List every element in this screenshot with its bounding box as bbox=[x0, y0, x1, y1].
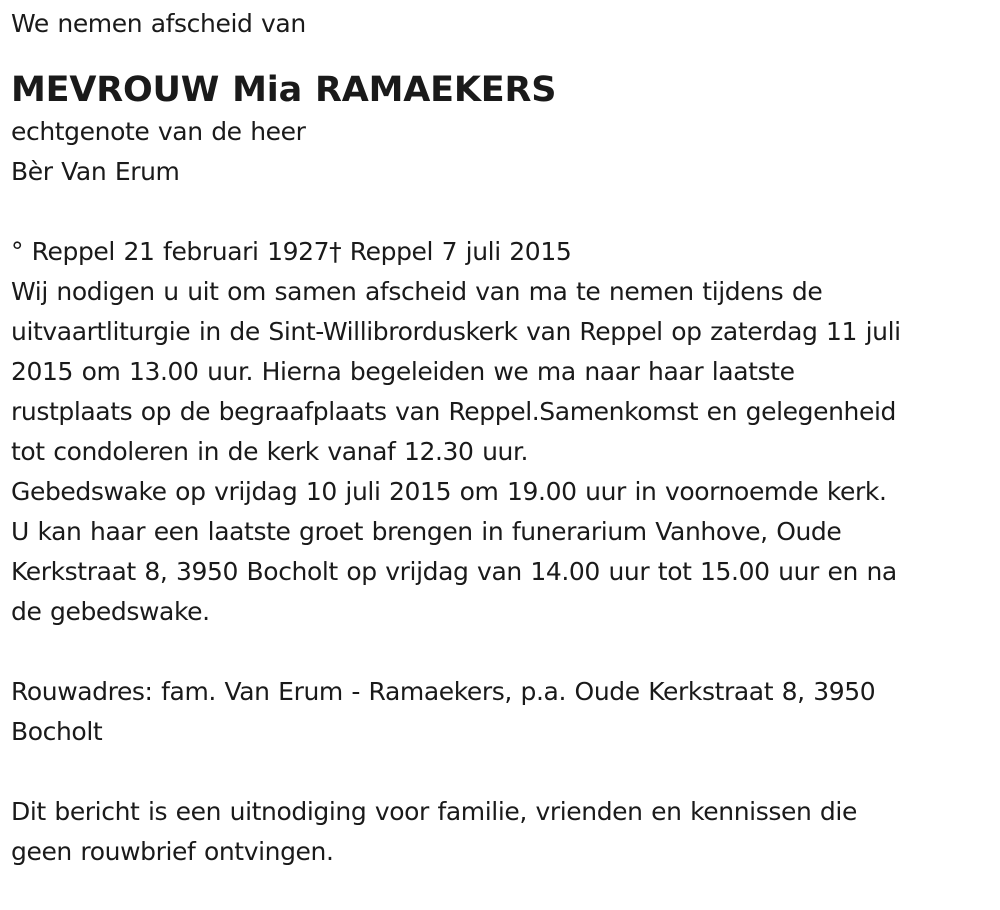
invitation-line: tot condoleren in de kerk vanaf 12.30 uur. bbox=[11, 437, 529, 466]
relation-line-2: Bèr Van Erum bbox=[11, 157, 180, 186]
invitation-line: Wij nodigen u uit om samen afscheid van ma te nemen tijdens de bbox=[11, 277, 823, 306]
farewell-line: de gebedswake. bbox=[11, 597, 210, 626]
relation-line-1: echtgenote van de heer bbox=[11, 117, 306, 146]
invitation-line: uitvaartliturgie in de Sint-Willibrorduskerk van Reppel op zaterdag 11 juli bbox=[11, 317, 901, 346]
mourning-address-line: Bocholt bbox=[11, 717, 103, 746]
mourning-address-line: Rouwadres: fam. Van Erum - Ramaekers, p.a. Oude Kerkstraat 8, 3950 bbox=[11, 677, 876, 706]
prayer-wake-text: Gebedswake op vrijdag 10 juli 2015 om 19.00 uur in voornoemde kerk. bbox=[11, 477, 887, 506]
spacer bbox=[11, 752, 1000, 792]
invitation-line: 2015 om 13.00 uur. Hierna begeleiden we ma naar haar laatste bbox=[11, 357, 795, 386]
farewell-line: U kan haar een laatste groet brengen in funerarium Vanhove, Oude bbox=[11, 517, 842, 546]
invitation-line: rustplaats op de begraafplaats van Reppel.Samenkomst en gelegenheid bbox=[11, 397, 896, 426]
birth-death-dates: ° Reppel 21 februari 1927† Reppel 7 juli 2015 bbox=[11, 237, 572, 266]
spacer bbox=[11, 632, 1000, 672]
intro-text: We nemen afscheid van bbox=[11, 9, 306, 38]
spacer bbox=[11, 44, 1000, 58]
closing-line: Dit bericht is een uitnodiging voor familie, vrienden en kennissen die bbox=[11, 797, 857, 826]
closing-line: geen rouwbrief ontvingen. bbox=[11, 837, 334, 866]
spacer bbox=[11, 192, 1000, 232]
farewell-line: Kerkstraat 8, 3950 Bocholt op vrijdag van 14.00 uur tot 15.00 uur en na bbox=[11, 557, 897, 586]
deceased-name: MEVROUW Mia RAMAEKERS bbox=[11, 70, 557, 110]
